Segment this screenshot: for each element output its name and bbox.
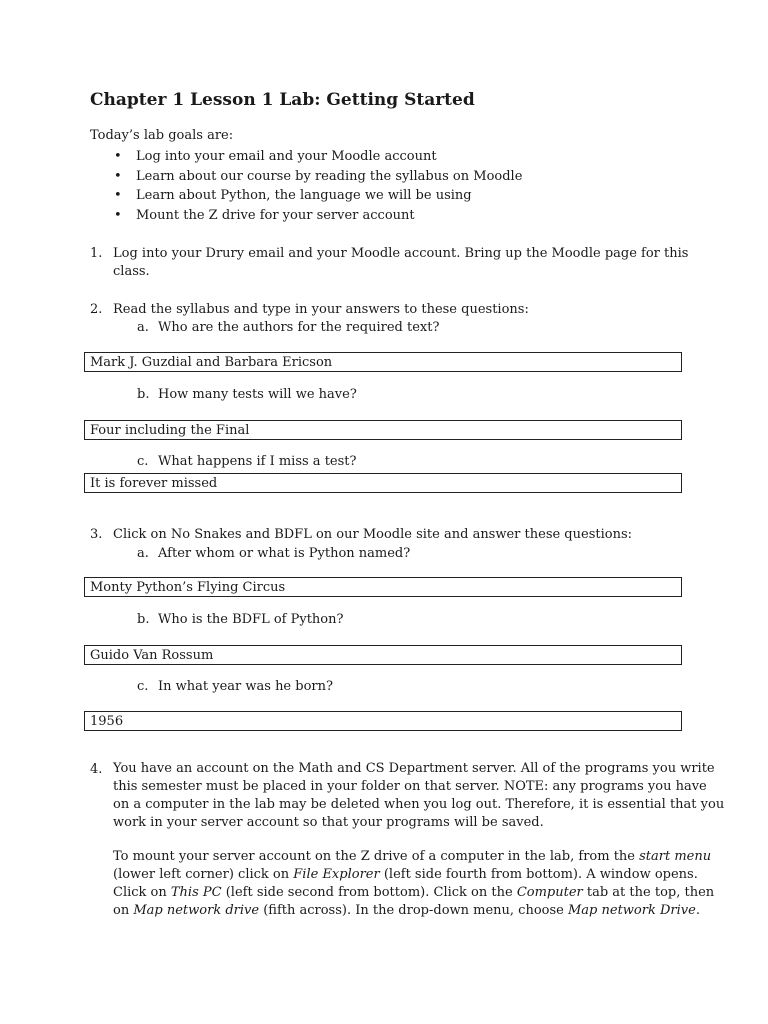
start-menu-term: start menu bbox=[639, 849, 712, 864]
answer-field[interactable]: It is forever missed bbox=[84, 473, 682, 493]
map-network-drive-term: Map network drive bbox=[133, 903, 260, 918]
step-text: class. bbox=[113, 264, 150, 279]
goal-item: • Log into your email and your Moodle account bbox=[136, 149, 437, 164]
mount-instructions-paragraph bbox=[113, 848, 715, 920]
question-letter: c. bbox=[137, 679, 149, 694]
paragraph-line: work in your server account so that your programs will be saved. bbox=[113, 815, 544, 830]
step-number: 4. bbox=[90, 762, 103, 777]
question-text: After whom or what is Python named? bbox=[158, 546, 411, 561]
step-text: Click on No Snakes and BDFL on our Moodle site and answer these questions: bbox=[113, 527, 633, 542]
step-number: 3. bbox=[90, 527, 103, 542]
question-text: Who is the BDFL of Python? bbox=[158, 612, 344, 627]
paragraph-line: on Map network drive (fifth across). In the drop-down menu, choose Map network Drive. bbox=[113, 903, 700, 918]
step-text: Log into your Drury email and your Moodle account. Bring up the Moodle page for this bbox=[113, 246, 689, 261]
this-pc-term: This PC bbox=[170, 885, 222, 900]
question-text: Who are the authors for the required text? bbox=[158, 320, 440, 335]
answer-field[interactable]: Four including the Final bbox=[84, 420, 682, 440]
goals-intro: Today’s lab goals are: bbox=[90, 128, 234, 143]
paragraph-line: To mount your server account on the Z drive of a computer in the lab, from the start menu bbox=[113, 849, 712, 864]
question-letter: c. bbox=[137, 454, 149, 469]
answer-field[interactable]: Guido Van Rossum bbox=[84, 645, 682, 665]
goal-item: • Mount the Z drive for your server account bbox=[136, 208, 415, 223]
computer-tab-term: Computer bbox=[516, 885, 583, 900]
step-number: 2. bbox=[90, 302, 103, 317]
paragraph-line: (lower left corner) click on File Explorer (left side fourth from bottom). A window opens. bbox=[113, 867, 698, 882]
goal-item: • Learn about our course by reading the syllabus on Moodle bbox=[136, 169, 522, 184]
question-letter: a. bbox=[137, 320, 149, 335]
question-letter: b. bbox=[137, 612, 150, 627]
question-letter: b. bbox=[137, 387, 150, 402]
file-explorer-term: File Explorer bbox=[293, 867, 380, 882]
question-text: How many tests will we have? bbox=[158, 387, 357, 402]
goal-item: • Learn about Python, the language we will be using bbox=[136, 188, 472, 203]
paragraph-line: Click on This PC (left side second from bottom). Click on the Computer tab at the top, then bbox=[113, 885, 715, 900]
step-number: 1. bbox=[90, 246, 103, 261]
paragraph-line: You have an account on the Math and CS Department server. All of the programs you write bbox=[113, 761, 715, 776]
paragraph-line: on a computer in the lab may be deleted when you log out. Therefore, it is essential that you bbox=[113, 797, 725, 812]
step-text: Read the syllabus and type in your answers to these questions: bbox=[113, 302, 529, 317]
answer-field[interactable]: 1956 bbox=[84, 711, 682, 731]
question-letter: a. bbox=[137, 546, 149, 561]
answer-field[interactable]: Monty Python’s Flying Circus bbox=[84, 577, 682, 597]
question-text: What happens if I miss a test? bbox=[158, 454, 357, 469]
answer-field[interactable]: Mark J. Guzdial and Barbara Ericson bbox=[84, 352, 682, 372]
question-text: In what year was he born? bbox=[158, 679, 333, 694]
page-title: Chapter 1 Lesson 1 Lab: Getting Started bbox=[90, 90, 475, 110]
map-network-drive-option: Map network Drive bbox=[567, 903, 696, 918]
paragraph-line: this semester must be placed in your folder on that server. NOTE: any programs you have bbox=[113, 779, 707, 794]
server-account-paragraph bbox=[113, 760, 725, 832]
